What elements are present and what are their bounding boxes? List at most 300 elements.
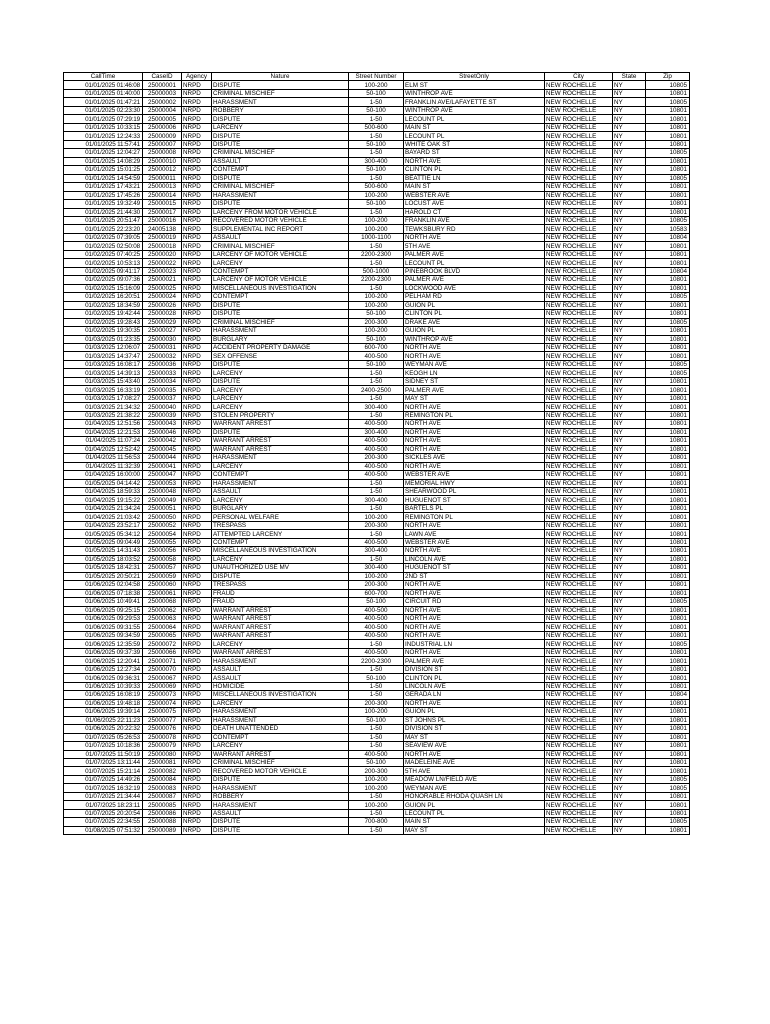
cell-agency: NRPD: [182, 428, 212, 436]
cell-calltime: 01/01/2025 11:57:41: [64, 140, 143, 148]
cell-calltime: 01/02/2025 19:28:43: [64, 318, 143, 326]
cell-state: NY: [613, 344, 646, 352]
cell-city: NEW ROCHELLE: [545, 530, 613, 538]
cell-caseid: 25000067: [143, 674, 182, 682]
cell-nature: WARRANT ARREST: [212, 445, 349, 453]
cell-caseid: 25000023: [143, 267, 182, 275]
cell-street-only: MAIN ST: [404, 183, 545, 191]
cell-city: NEW ROCHELLE: [545, 81, 613, 89]
cell-nature: LARCENY OF MOTOR VEHICLE: [212, 276, 349, 284]
cell-state: NY: [613, 818, 646, 826]
cell-street-number: 1-50: [349, 377, 404, 385]
cell-caseid: 25000087: [143, 792, 182, 800]
cell-street-number: 1-50: [349, 792, 404, 800]
cell-calltime: 01/01/2025 21:44:30: [64, 208, 143, 216]
col-header-city: City: [545, 73, 613, 81]
table-row: [64, 183, 690, 191]
cell-agency: NRPD: [182, 115, 212, 123]
cell-zip: 10801: [646, 801, 690, 809]
cell-street-only: MAY ST: [404, 733, 545, 741]
cell-nature: ASSAULT: [212, 674, 349, 682]
cell-city: NEW ROCHELLE: [545, 403, 613, 411]
cell-calltime: 01/06/2025 19:39:14: [64, 708, 143, 716]
cell-street-only: WINTHROP AVE: [404, 89, 545, 97]
cell-nature: WARRANT ARREST: [212, 623, 349, 631]
cell-street-number: 1-50: [349, 504, 404, 512]
cell-caseid: 25000032: [143, 352, 182, 360]
cell-street-only: GUION PL: [404, 708, 545, 716]
cell-nature: TRESPASS: [212, 581, 349, 589]
cell-street-number: 1-50: [349, 530, 404, 538]
cell-nature: HARASSMENT: [212, 98, 349, 106]
cell-street-number: 2200-2300: [349, 250, 404, 258]
cell-agency: NRPD: [182, 216, 212, 224]
cell-state: NY: [613, 775, 646, 783]
cell-agency: NRPD: [182, 437, 212, 445]
table-row: [64, 826, 690, 834]
cell-state: NY: [613, 758, 646, 766]
cell-street-only: NORTH AVE: [404, 606, 545, 614]
cell-city: NEW ROCHELLE: [545, 775, 613, 783]
cell-city: NEW ROCHELLE: [545, 352, 613, 360]
table-row: [64, 615, 690, 623]
cell-agency: NRPD: [182, 157, 212, 165]
table-row: [64, 555, 690, 563]
cell-nature: WARRANT ARREST: [212, 420, 349, 428]
cell-zip: 10801: [646, 530, 690, 538]
cell-state: NY: [613, 725, 646, 733]
table-row: [64, 174, 690, 182]
cell-nature: UNAUTHORIZED USE MV: [212, 564, 349, 572]
cell-caseid: 25000052: [143, 521, 182, 529]
table-row: [64, 564, 690, 572]
cell-caseid: 25000036: [143, 360, 182, 368]
table-row: [64, 191, 690, 199]
cell-city: NEW ROCHELLE: [545, 606, 613, 614]
table-row: [64, 606, 690, 614]
cell-nature: ROBBERY: [212, 792, 349, 800]
cell-agency: NRPD: [182, 377, 212, 385]
cell-agency: NRPD: [182, 276, 212, 284]
cell-zip: 10801: [646, 250, 690, 258]
cell-city: NEW ROCHELLE: [545, 327, 613, 335]
table-row: [64, 157, 690, 165]
cell-state: NY: [613, 394, 646, 402]
cell-state: NY: [613, 538, 646, 546]
cell-caseid: 25000001: [143, 81, 182, 89]
cell-zip: 10801: [646, 335, 690, 343]
cell-street-number: 100-200: [349, 513, 404, 521]
cell-agency: NRPD: [182, 420, 212, 428]
cell-caseid: 25000057: [143, 564, 182, 572]
cell-city: NEW ROCHELLE: [545, 394, 613, 402]
cell-city: NEW ROCHELLE: [545, 233, 613, 241]
cell-agency: NRPD: [182, 598, 212, 606]
cell-street-number: 50-100: [349, 758, 404, 766]
col-header-nature: Nature: [212, 73, 349, 81]
cell-zip: 10801: [646, 123, 690, 131]
table-row: [64, 598, 690, 606]
cell-caseid: 25000047: [143, 471, 182, 479]
cell-state: NY: [613, 487, 646, 495]
cell-street-only: MEADOW LN/FIELD AVE: [404, 775, 545, 783]
table-row: [64, 648, 690, 656]
cell-nature: BURGLARY: [212, 335, 349, 343]
cell-city: NEW ROCHELLE: [545, 572, 613, 580]
cell-city: NEW ROCHELLE: [545, 716, 613, 724]
table-row: [64, 818, 690, 826]
cell-street-only: PALMER AVE: [404, 276, 545, 284]
cell-caseid: 25000013: [143, 183, 182, 191]
cell-caseid: 25000022: [143, 259, 182, 267]
cell-street-only: CLINTON PL: [404, 674, 545, 682]
table-row: [64, 716, 690, 724]
table-row: [64, 352, 690, 360]
cell-zip: 10805: [646, 293, 690, 301]
cell-city: NEW ROCHELLE: [545, 284, 613, 292]
cell-nature: CONTEMPT: [212, 538, 349, 546]
cell-state: NY: [613, 572, 646, 580]
cell-nature: HARASSMENT: [212, 784, 349, 792]
cell-zip: 10805: [646, 818, 690, 826]
cell-city: NEW ROCHELLE: [545, 784, 613, 792]
table-row: [64, 445, 690, 453]
cell-nature: ASSAULT: [212, 157, 349, 165]
cell-agency: NRPD: [182, 547, 212, 555]
cell-street-number: 1-50: [349, 665, 404, 673]
cell-city: NEW ROCHELLE: [545, 428, 613, 436]
cell-city: NEW ROCHELLE: [545, 767, 613, 775]
table-row: [64, 708, 690, 716]
cell-street-number: 1-50: [349, 259, 404, 267]
cell-city: NEW ROCHELLE: [545, 360, 613, 368]
cell-nature: HARASSMENT: [212, 454, 349, 462]
cell-street-only: LINCOLN AVE: [404, 682, 545, 690]
cell-street-number: 400-500: [349, 437, 404, 445]
cell-state: NY: [613, 81, 646, 89]
cell-street-only: GUION PL: [404, 801, 545, 809]
cell-city: NEW ROCHELLE: [545, 123, 613, 131]
table-row: [64, 674, 690, 682]
cell-caseid: 25000079: [143, 742, 182, 750]
cell-street-number: 100-200: [349, 293, 404, 301]
cell-nature: LARCENY: [212, 386, 349, 394]
table-row: [64, 581, 690, 589]
cell-state: NY: [613, 310, 646, 318]
cell-street-only: WINTHROP AVE: [404, 106, 545, 114]
table-row: [64, 420, 690, 428]
cell-state: NY: [613, 149, 646, 157]
cell-nature: DISPUTE: [212, 826, 349, 834]
cell-street-number: 300-400: [349, 428, 404, 436]
cell-calltime: 01/06/2025 19:48:18: [64, 699, 143, 707]
cell-zip: 10801: [646, 623, 690, 631]
cell-calltime: 01/04/2025 11:32:39: [64, 462, 143, 470]
cell-calltime: 01/05/2025 05:34:12: [64, 530, 143, 538]
cell-zip: 10801: [646, 665, 690, 673]
cell-city: NEW ROCHELLE: [545, 276, 613, 284]
cell-nature: ROBBERY: [212, 106, 349, 114]
cell-zip: 10801: [646, 606, 690, 614]
cell-city: NEW ROCHELLE: [545, 445, 613, 453]
cell-zip: 10805: [646, 598, 690, 606]
table-row: [64, 284, 690, 292]
cell-state: NY: [613, 733, 646, 741]
table-row: [64, 318, 690, 326]
cell-street-number: 1-50: [349, 682, 404, 690]
cell-state: NY: [613, 657, 646, 665]
cell-state: NY: [613, 682, 646, 690]
cell-calltime: 01/02/2025 18:34:59: [64, 301, 143, 309]
table-row: [64, 792, 690, 800]
cell-calltime: 01/06/2025 09:31:55: [64, 623, 143, 631]
cell-zip: 10801: [646, 191, 690, 199]
cell-calltime: 01/01/2025 02:23:30: [64, 106, 143, 114]
cell-zip: 10805: [646, 174, 690, 182]
cell-nature: WARRANT ARREST: [212, 648, 349, 656]
cell-caseid: 25000010: [143, 157, 182, 165]
cell-nature: LARCENY: [212, 496, 349, 504]
cell-state: NY: [613, 267, 646, 275]
cell-zip: 10805: [646, 318, 690, 326]
cell-caseid: 25000020: [143, 250, 182, 258]
cell-street-only: LOCUST AVE: [404, 200, 545, 208]
cell-city: NEW ROCHELLE: [545, 555, 613, 563]
cell-nature: ASSAULT: [212, 665, 349, 673]
cell-caseid: 25000073: [143, 691, 182, 699]
cell-agency: NRPD: [182, 479, 212, 487]
cell-nature: DISPUTE: [212, 301, 349, 309]
cell-calltime: 01/02/2025 09:07:36: [64, 276, 143, 284]
cell-street-number: 400-500: [349, 750, 404, 758]
table-row: [64, 428, 690, 436]
cell-state: NY: [613, 742, 646, 750]
cell-street-number: 200-300: [349, 699, 404, 707]
cell-agency: NRPD: [182, 81, 212, 89]
table-row: [64, 386, 690, 394]
cell-zip: 10801: [646, 581, 690, 589]
table-row: [64, 640, 690, 648]
cell-city: NEW ROCHELLE: [545, 826, 613, 834]
table-row: [64, 538, 690, 546]
cell-caseid: 25000077: [143, 716, 182, 724]
cell-agency: NRPD: [182, 89, 212, 97]
cell-nature: CRIMINAL MISCHIEF: [212, 242, 349, 250]
cell-state: NY: [613, 360, 646, 368]
cell-street-number: 1-50: [349, 242, 404, 250]
cell-street-number: 50-100: [349, 106, 404, 114]
table-row: [64, 758, 690, 766]
cell-zip: 10801: [646, 394, 690, 402]
cell-caseid: 25000059: [143, 572, 182, 580]
cell-caseid: 25000045: [143, 445, 182, 453]
table-row: [64, 293, 690, 301]
cell-nature: DISPUTE: [212, 377, 349, 385]
cell-caseid: 25000037: [143, 394, 182, 402]
cell-nature: CRIMINAL MISCHIEF: [212, 89, 349, 97]
cell-zip: 10801: [646, 420, 690, 428]
cell-zip: 10801: [646, 301, 690, 309]
cell-state: NY: [613, 293, 646, 301]
table-row: [64, 733, 690, 741]
cell-calltime: 01/06/2025 12:35:59: [64, 640, 143, 648]
cell-state: NY: [613, 166, 646, 174]
table-row: [64, 310, 690, 318]
cell-street-only: NORTH AVE: [404, 344, 545, 352]
cell-agency: NRPD: [182, 200, 212, 208]
cell-agency: NRPD: [182, 233, 212, 241]
cell-caseid: 25000042: [143, 437, 182, 445]
cell-street-only: FRANKLIN AVE/LAFAYETTE ST: [404, 98, 545, 106]
cell-calltime: 01/06/2025 12:20:41: [64, 657, 143, 665]
cell-street-number: 300-400: [349, 157, 404, 165]
cell-calltime: 01/02/2025 07:39:05: [64, 233, 143, 241]
cell-street-number: 50-100: [349, 166, 404, 174]
cell-street-number: 200-300: [349, 521, 404, 529]
cell-street-number: 1-50: [349, 411, 404, 419]
cell-street-number: 300-400: [349, 496, 404, 504]
cell-street-number: 400-500: [349, 538, 404, 546]
cell-caseid: 25000050: [143, 513, 182, 521]
cell-calltime: 01/03/2025 12:06:07: [64, 344, 143, 352]
cell-zip: 10801: [646, 809, 690, 817]
cell-caseid: 24005138: [143, 225, 182, 233]
cell-city: NEW ROCHELLE: [545, 140, 613, 148]
cell-zip: 10801: [646, 767, 690, 775]
cell-state: NY: [613, 767, 646, 775]
cell-agency: NRPD: [182, 606, 212, 614]
cell-street-number: 50-100: [349, 674, 404, 682]
cell-city: NEW ROCHELLE: [545, 115, 613, 123]
cell-calltime: 01/03/2025 14:37:47: [64, 352, 143, 360]
cell-street-number: 50-100: [349, 716, 404, 724]
cell-calltime: 01/02/2025 02:50:08: [64, 242, 143, 250]
cell-state: NY: [613, 598, 646, 606]
cell-agency: NRPD: [182, 513, 212, 521]
cell-city: NEW ROCHELLE: [545, 462, 613, 470]
cell-city: NEW ROCHELLE: [545, 344, 613, 352]
cell-street-number: 50-100: [349, 598, 404, 606]
cell-agency: NRPD: [182, 784, 212, 792]
cell-agency: NRPD: [182, 344, 212, 352]
cell-zip: 10801: [646, 352, 690, 360]
cell-street-only: WINTHROP AVE: [404, 335, 545, 343]
table-row: [64, 742, 690, 750]
cell-agency: NRPD: [182, 699, 212, 707]
cell-calltime: 01/06/2025 10:49:41: [64, 598, 143, 606]
cell-agency: NRPD: [182, 538, 212, 546]
cell-state: NY: [613, 555, 646, 563]
cell-street-number: 500-600: [349, 183, 404, 191]
cell-zip: 10801: [646, 615, 690, 623]
cell-agency: NRPD: [182, 758, 212, 766]
cell-calltime: 01/01/2025 22:23:20: [64, 225, 143, 233]
cell-nature: PERSONAL WELFARE: [212, 513, 349, 521]
cell-state: NY: [613, 792, 646, 800]
cell-street-only: SICKLES AVE: [404, 454, 545, 462]
cell-caseid: 25000065: [143, 631, 182, 639]
table-row: [64, 699, 690, 707]
cell-caseid: 25000046: [143, 428, 182, 436]
cell-street-only: HAROLD CT: [404, 208, 545, 216]
cell-caseid: 25000019: [143, 233, 182, 241]
cell-calltime: 01/02/2025 19:30:35: [64, 327, 143, 335]
cell-calltime: 01/05/2025 09:04:49: [64, 538, 143, 546]
cell-calltime: 01/06/2025 07:18:38: [64, 589, 143, 597]
cell-agency: NRPD: [182, 318, 212, 326]
cell-caseid: 25000049: [143, 496, 182, 504]
cell-zip: 10805: [646, 216, 690, 224]
cell-caseid: 25000086: [143, 809, 182, 817]
cell-agency: NRPD: [182, 369, 212, 377]
table-row: [64, 496, 690, 504]
cell-street-number: 1-50: [349, 691, 404, 699]
cell-street-number: 400-500: [349, 420, 404, 428]
cell-street-number: 50-100: [349, 360, 404, 368]
table-row: [64, 801, 690, 809]
cell-street-only: ST JOHNS PL: [404, 716, 545, 724]
cell-zip: 10801: [646, 310, 690, 318]
cell-agency: NRPD: [182, 445, 212, 453]
cell-nature: LARCENY: [212, 394, 349, 402]
cell-street-only: DIVISION ST: [404, 665, 545, 673]
table-row: [64, 767, 690, 775]
cell-zip: 10801: [646, 496, 690, 504]
cell-zip: 10801: [646, 792, 690, 800]
cell-agency: NRPD: [182, 631, 212, 639]
cell-caseid: 25000066: [143, 648, 182, 656]
cell-nature: DISPUTE: [212, 132, 349, 140]
cell-caseid: 25000017: [143, 208, 182, 216]
cell-calltime: 01/04/2025 11:56:53: [64, 454, 143, 462]
table-row: [64, 208, 690, 216]
table-row: [64, 149, 690, 157]
cell-agency: NRPD: [182, 564, 212, 572]
cell-calltime: 01/05/2025 20:50:21: [64, 572, 143, 580]
table-row: [64, 521, 690, 529]
cell-zip: 10801: [646, 132, 690, 140]
cell-calltime: 01/01/2025 01:46:08: [64, 81, 143, 89]
cell-zip: 10801: [646, 411, 690, 419]
cell-nature: HOMICIDE: [212, 682, 349, 690]
col-header-zip: Zip: [646, 73, 690, 81]
cell-nature: MISCELLANEOUS INVESTIGATION: [212, 691, 349, 699]
cell-calltime: 01/07/2025 11:50:19: [64, 750, 143, 758]
cell-zip: 10801: [646, 437, 690, 445]
cell-street-number: 50-100: [349, 310, 404, 318]
cell-state: NY: [613, 225, 646, 233]
cell-street-only: LAWN AVE: [404, 530, 545, 538]
cell-calltime: 01/05/2025 18:42:31: [64, 564, 143, 572]
table-row: [64, 140, 690, 148]
cell-agency: NRPD: [182, 581, 212, 589]
cell-street-only: LECOUNT PL: [404, 115, 545, 123]
cell-caseid: 25000053: [143, 479, 182, 487]
table-row: [64, 411, 690, 419]
cell-agency: NRPD: [182, 623, 212, 631]
cell-street-number: 2200-2300: [349, 657, 404, 665]
cell-street-only: LINCOLN AVE: [404, 555, 545, 563]
cell-street-only: NORTH AVE: [404, 352, 545, 360]
cell-street-only: SIDNEY ST: [404, 377, 545, 385]
cell-street-number: 1-50: [349, 174, 404, 182]
cell-caseid: 25000081: [143, 758, 182, 766]
cell-city: NEW ROCHELLE: [545, 589, 613, 597]
cell-caseid: 25000075: [143, 708, 182, 716]
cell-state: NY: [613, 471, 646, 479]
table-row: [64, 784, 690, 792]
table-row: [64, 360, 690, 368]
